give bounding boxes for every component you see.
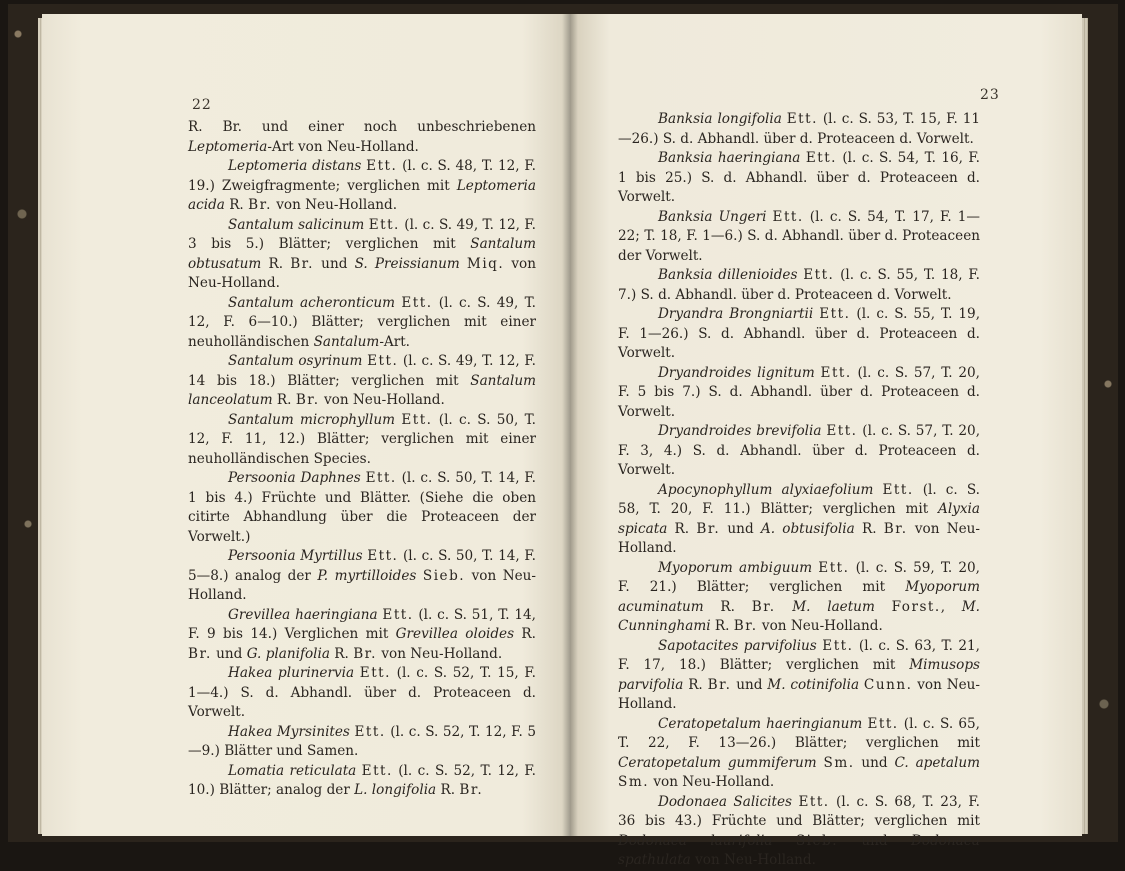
taxon-name: Sapotacites parvifolius <box>658 637 817 654</box>
text-run: -Art. <box>379 333 411 350</box>
paragraph <box>188 547 536 606</box>
taxon-name: P. myrtilloides <box>317 567 417 584</box>
taxon-name: Lomatia reticulata <box>228 762 357 779</box>
taxon-name: Santalum salicinum <box>228 216 365 233</box>
taxon-name: Myoporum ambiguum <box>658 559 813 576</box>
text-run: (l. c. S. 54, T. 17, F. 1—22; T. 18, F. 1—6.) S. d. Abhandl. über d. Proteaceen der Vorwelt. <box>618 208 980 264</box>
taxon-name: Leptomeria distans <box>228 158 362 174</box>
text-run: R. <box>436 782 460 798</box>
text-run <box>772 833 795 849</box>
paragraph <box>618 149 980 208</box>
text-run: (l. c. S. 54, T. 16, F. 1 bis 25.) S. d. Abhandl. über d. Proteaceen d. Vorwelt. <box>618 150 980 205</box>
paragraph <box>188 411 536 470</box>
author-name: Br. <box>188 645 212 662</box>
taxon-name: Grevillea oloides <box>395 626 515 642</box>
author-name: Ett. <box>401 411 433 428</box>
taxon-name: A. obtusifolia <box>760 520 855 537</box>
text-run: (l. c. S. 49, T. 12, F. 6—10.) Blätter; verglichen mit einer neuholländischen <box>188 294 537 350</box>
paragraph <box>188 118 536 157</box>
author-name: Br. <box>248 197 272 213</box>
text-run: (l. c. S. 59, T. 20, F. 21.) Blätter; verglichen mit <box>618 559 981 595</box>
text-run: von Neu-Holland. <box>618 676 980 712</box>
author-name: Sieb. <box>422 567 466 584</box>
taxon-name: Leptomeria <box>188 138 268 155</box>
text-run: und <box>314 255 355 272</box>
paragraph <box>188 664 536 723</box>
author-name: Ett. <box>368 216 400 233</box>
text-run: und <box>731 676 768 693</box>
paragraph <box>618 559 980 637</box>
text-run: (l. c. S. 57, T. 20, F. 5 bis 7.) S. d. Abhandl. über d. Proteaceen d. Vorwelt. <box>618 364 980 420</box>
taxon-name: Persoonia Daphnes <box>228 470 361 486</box>
author-name: Ett. <box>867 715 899 732</box>
taxon-name: Dodonaea spathulata <box>618 832 980 868</box>
text-run: (l. c. S. 58, T. 20, F. 11.) Blätter; verglichen mit <box>618 481 980 517</box>
text-run: von Neu-Holland. <box>188 567 536 603</box>
text-run: von Neu-Holland. <box>690 852 816 868</box>
right-page-body <box>618 110 980 871</box>
author-name: Sieb. <box>795 832 839 849</box>
author-name: Ett. <box>367 353 399 369</box>
text-run: (l. c. S. 55, T. 18, F. 7.) S. d. Abhandl. über d. Proteaceen d. Vorwelt. <box>618 267 980 303</box>
taxon-name: M. Cunninghami <box>618 598 981 634</box>
author-name: Br. <box>295 392 320 408</box>
paragraph <box>188 469 536 547</box>
paragraph <box>618 364 980 423</box>
paragraph <box>618 715 980 793</box>
text-run: und <box>854 754 895 771</box>
paragraph <box>188 216 536 294</box>
author-name: Br. <box>883 520 908 537</box>
text-run: und <box>211 645 247 662</box>
text-run: R. <box>514 626 536 642</box>
taxon-name: Dryandra Brongniartii <box>658 306 814 322</box>
author-name: Ett. <box>818 559 850 576</box>
taxon-name: Hakea plurinervia <box>228 665 355 681</box>
paragraph <box>188 762 536 801</box>
text-run: und <box>838 832 912 849</box>
paragraph <box>188 352 536 411</box>
text-run: R. <box>854 520 884 537</box>
text-run: von Neu-Holland. <box>757 618 883 634</box>
paragraph <box>618 637 980 715</box>
author-name: Ett. <box>359 665 391 681</box>
text-run: R. <box>329 645 354 662</box>
text-run: , <box>940 598 962 615</box>
text-run: (l. c. S. 49, T. 12, F. 3 bis 5.) Blätter; verglichen mit <box>188 216 536 252</box>
paragraph <box>188 723 536 762</box>
text-run: (l. c. S. 50, T. 14, F. 1 bis 4.) Früchte und Blätter. (Siehe die oben citirte Abhandlung über die Proteaceen der Vorwelt.) <box>188 470 536 545</box>
text-run: R. <box>667 520 697 537</box>
text-run <box>776 599 793 615</box>
author-name: Br. <box>353 645 378 662</box>
author-name: Cunn. <box>863 676 913 693</box>
taxon-name: Banksia longifolia <box>658 111 782 127</box>
taxon-name: Persoonia Myrtillus <box>228 548 363 564</box>
text-run: (l. c. S. 50, T. 12, F. 11, 12.) Blätter; verglichen mit einer neuholländischen Species. <box>188 411 536 467</box>
text-run: R. Br. und einer noch unbeschriebenen <box>188 119 536 135</box>
author-name: Ett. <box>820 364 852 381</box>
author-name: Sm. <box>618 774 650 790</box>
author-name: Br. <box>707 676 732 693</box>
taxon-name: Mimusops parvifolia <box>618 657 980 693</box>
text-run: (l. c. S. 48, T. 12, F. 19.) Zweigfragmente; verglichen mit <box>188 158 536 194</box>
taxon-name: Myoporum acuminatum <box>618 579 980 615</box>
taxon-name: S. Preissianum <box>354 255 460 272</box>
author-name: Ett. <box>826 423 858 439</box>
author-name: Ett. <box>805 150 837 166</box>
author-name: Ett. <box>822 637 854 654</box>
taxon-name: Leptomeria acida <box>188 177 536 213</box>
taxon-name: Ceratopetalum haeringianum <box>658 715 863 732</box>
taxon-name: Ceratopetalum gummiferum <box>618 754 817 771</box>
text-run: (l. c. S. 53, T. 15, F. 11—26.) S. d. Abhandl. über d. Proteaceen d. Vorwelt. <box>618 111 981 147</box>
text-run <box>875 599 892 615</box>
author-name: Br. <box>459 782 484 798</box>
text-run: (l. c. S. 52, T. 12, F. 5—9.) Blätter und Samen. <box>188 723 536 759</box>
text-run: von Neu-Holland. <box>271 197 398 213</box>
text-run: (l. c. S. 52, T. 15, F. 1—4.) S. d. Abhandl. über d. Proteaceen d. Vorwelt. <box>188 665 536 720</box>
text-run: (l. c. S. 57, T. 20, F. 3, 4.) S. d. Abhandl. über d. Proteaceen d. Vorwelt. <box>618 423 981 478</box>
text-run: -Art von Neu-Holland. <box>267 138 419 155</box>
author-name: Ett. <box>367 548 399 564</box>
text-run: R. <box>261 255 291 272</box>
text-run: von Neu-Holland. <box>188 255 536 291</box>
text-run: von Neu-Holland. <box>649 774 775 790</box>
text-run: (l. c. S. 50, T. 14, F. 5—8.) analog der <box>188 548 536 584</box>
author-name: Ett. <box>803 267 835 283</box>
text-run: (l. c. S. 68, T. 23, F. 36 bis 43.) Früchte und Blätter; verglichen mit <box>618 793 980 829</box>
text-run: (l. c. S. 55, T. 19, F. 1—26.) S. d. Abhandl. über d. Proteaceen d. Vorwelt. <box>618 306 981 361</box>
text-run: R. <box>683 676 708 693</box>
taxon-name: C. apetalum <box>894 754 980 771</box>
author-name: Ett. <box>382 606 414 623</box>
left-page-number: 22 <box>192 97 212 113</box>
text-run: R. <box>710 618 734 634</box>
paragraph <box>618 305 980 364</box>
text-run: R. <box>272 392 296 408</box>
taxon-name: M. laetum <box>792 598 875 615</box>
paragraph <box>188 606 536 665</box>
left-page-body <box>188 118 536 801</box>
left-page <box>42 14 570 836</box>
text-run <box>817 755 824 771</box>
text-run: (l. c. S. 51, T. 14, F. 9 bis 14.) Verglichen mit <box>188 606 536 642</box>
taxon-name: Banksia Ungeri <box>658 208 767 225</box>
taxon-name: Dryandroides brevifolia <box>658 423 822 439</box>
author-name: Br. <box>696 520 721 537</box>
author-name: Br. <box>751 598 776 615</box>
text-run: (l. c. S. 52, T. 12, F. 10.) Blätter; analog der <box>188 762 536 798</box>
taxon-name: Dodonaea Salicites <box>658 793 792 810</box>
text-run: R. <box>224 197 249 213</box>
taxon-name: G. planifolia <box>246 645 330 662</box>
paragraph <box>618 481 980 559</box>
taxon-name: Santalum osyrinum <box>228 353 363 369</box>
paragraph <box>618 208 980 267</box>
paragraph <box>618 266 980 305</box>
text-run: von Neu-Holland. <box>377 645 503 662</box>
taxon-name: Santalum obtusatum <box>188 236 536 272</box>
taxon-name: Santalum microphyllum <box>228 411 396 428</box>
taxon-name: Santalum <box>313 333 380 350</box>
taxon-name: Banksia dillenioides <box>658 267 798 283</box>
taxon-name: M. cotinifolia <box>767 676 860 693</box>
taxon-name: L. longifolia <box>354 782 437 798</box>
paragraph <box>188 157 536 216</box>
paragraph <box>618 422 980 481</box>
taxon-name: Apocynophyllum alyxiaefolium <box>658 481 874 498</box>
author-name: Ett. <box>366 158 398 174</box>
taxon-name: Dodonaea laurifolia <box>618 832 773 849</box>
author-name: Sm. <box>823 754 855 771</box>
paragraph <box>188 294 536 353</box>
author-name: Ett. <box>354 723 386 740</box>
author-name: Miq. <box>466 255 505 272</box>
text-run <box>460 256 467 272</box>
paragraph <box>618 110 980 149</box>
taxon-name: Grevillea haeringiana <box>228 606 378 623</box>
author-name: Ett. <box>819 306 851 322</box>
taxon-name: Dryandroides lignitum <box>658 364 815 381</box>
author-name: Ett. <box>361 762 393 779</box>
author-name: Forst. <box>891 598 941 615</box>
taxon-name: Santalum acheronticum <box>228 294 396 311</box>
text-run: (l. c. S. 49, T. 12, F. 14 bis 18.) Blätter; verglichen mit <box>188 353 536 389</box>
taxon-name: Banksia haeringiana <box>658 150 801 166</box>
author-name: Ett. <box>882 481 914 498</box>
text-run: R. <box>703 598 752 615</box>
taxon-name: Alyxia spicata <box>618 501 980 537</box>
author-name: Ett. <box>798 793 830 810</box>
paragraph <box>618 793 980 871</box>
author-name: Ett. <box>786 111 818 127</box>
text-run: (l. c. S. 65, T. 22, F. 13—26.) Blätter; verglichen mit <box>618 715 980 751</box>
taxon-name: Santalum lanceolatum <box>188 372 536 408</box>
right-page-number: 23 <box>980 87 1000 103</box>
text-run: und <box>720 520 761 537</box>
author-name: Ett. <box>401 294 433 311</box>
right-page <box>570 14 1082 868</box>
author-name: Br. <box>290 255 315 272</box>
author-name: Br. <box>733 618 758 634</box>
author-name: Ett. <box>772 208 804 225</box>
text-run: (l. c. S. 63, T. 21, F. 17, 18.) Blätter; verglichen mit <box>618 637 981 673</box>
text-run: von Neu-Holland. <box>319 392 445 408</box>
author-name: Ett. <box>365 470 397 486</box>
taxon-name: Hakea Myrsinites <box>228 723 350 740</box>
text-run: von Neu-Holland. <box>618 520 980 556</box>
book-gutter <box>562 14 578 836</box>
